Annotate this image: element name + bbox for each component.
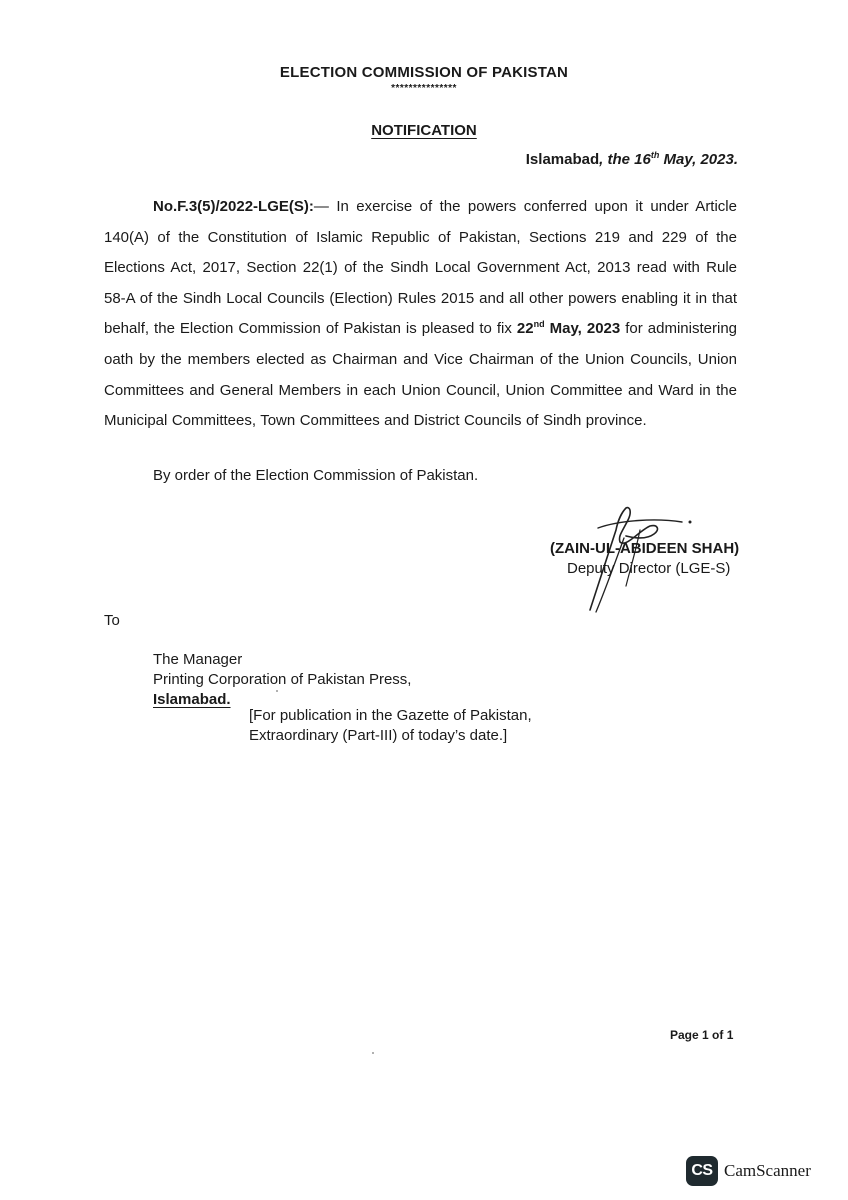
reference-number: No.F.3(5)/2022-LGE(S): [153, 198, 314, 215]
scan-speck [372, 1052, 374, 1054]
oath-date-rest: May, 2023 [544, 320, 621, 338]
oath-date-day: 22 [516, 320, 534, 338]
page-current: 1 [702, 1028, 709, 1042]
issue-date-suffix: th [650, 150, 660, 160]
publication-note-line-1: [For publication in the Gazette of Pakistan, [249, 707, 532, 724]
camscanner-name: CamScanner [724, 1161, 811, 1180]
notification-heading [0, 122, 848, 139]
body-text-part1: — In exercise of the powers conferred upon it under Article 140(A) of the Constitution of Islamic Republic of Pakistan, Sections 219 and 229 of the Elections Act, 2017, Section 22(1) of the Sindh Local Government Act, 2013 read with Rule 58-A of the Sindh Local Councils (Election) Rules 2015 and all other powers enabling it in that behalf, the Election Commission of Pakistan is pleased to fix [104, 198, 737, 338]
oath-date-suffix: nd [533, 319, 545, 330]
scan-speck [276, 690, 278, 692]
recipient-line-2: Printing Corporation of Pakistan Press, [153, 671, 412, 688]
to-label: To [104, 612, 120, 629]
page-label: Page [670, 1028, 703, 1042]
issue-date [526, 150, 738, 168]
organization-title: ELECTION COMMISSION OF PAKISTAN [279, 64, 569, 81]
body-text-part2: for administering oath by the members elected as Chairman and Vice Chairman of the Union Councils, Union Committees and General Members in each Union Council, Union Committee and Ward in the Municipal Committees, Town Committees and District Councils of Sindh province. [104, 320, 738, 430]
camscanner-logo-icon: CS [686, 1156, 718, 1186]
recipient-address [153, 650, 411, 710]
camscanner-watermark [686, 1156, 811, 1186]
oath-date [517, 320, 620, 337]
recipient-city: Islamabad. [153, 691, 231, 708]
notification-body [104, 192, 737, 437]
signatory-name: (ZAIN-UL-ABIDEEN SHAH) [550, 540, 740, 557]
notification-heading-text: NOTIFICATION [371, 122, 477, 139]
title-separator-stars: *************** [391, 83, 457, 94]
by-order-line: By order of the Election Commission of Pakistan. [153, 467, 479, 484]
issue-date-rest: May, 2023. [659, 151, 738, 168]
page-of: of [708, 1028, 727, 1042]
publication-note-line-2: Extraordinary (Part-III) of today’s date.] [249, 727, 508, 744]
publication-note [249, 706, 532, 746]
issue-date-prefix: , the 16 [599, 151, 651, 168]
recipient-line-1: The Manager [153, 651, 243, 668]
page-total: 1 [726, 1028, 734, 1042]
signatory-designation: Deputy Director (LGE-S) [567, 560, 731, 577]
issue-place: Islamabad [525, 151, 600, 168]
page-number [670, 1028, 733, 1042]
